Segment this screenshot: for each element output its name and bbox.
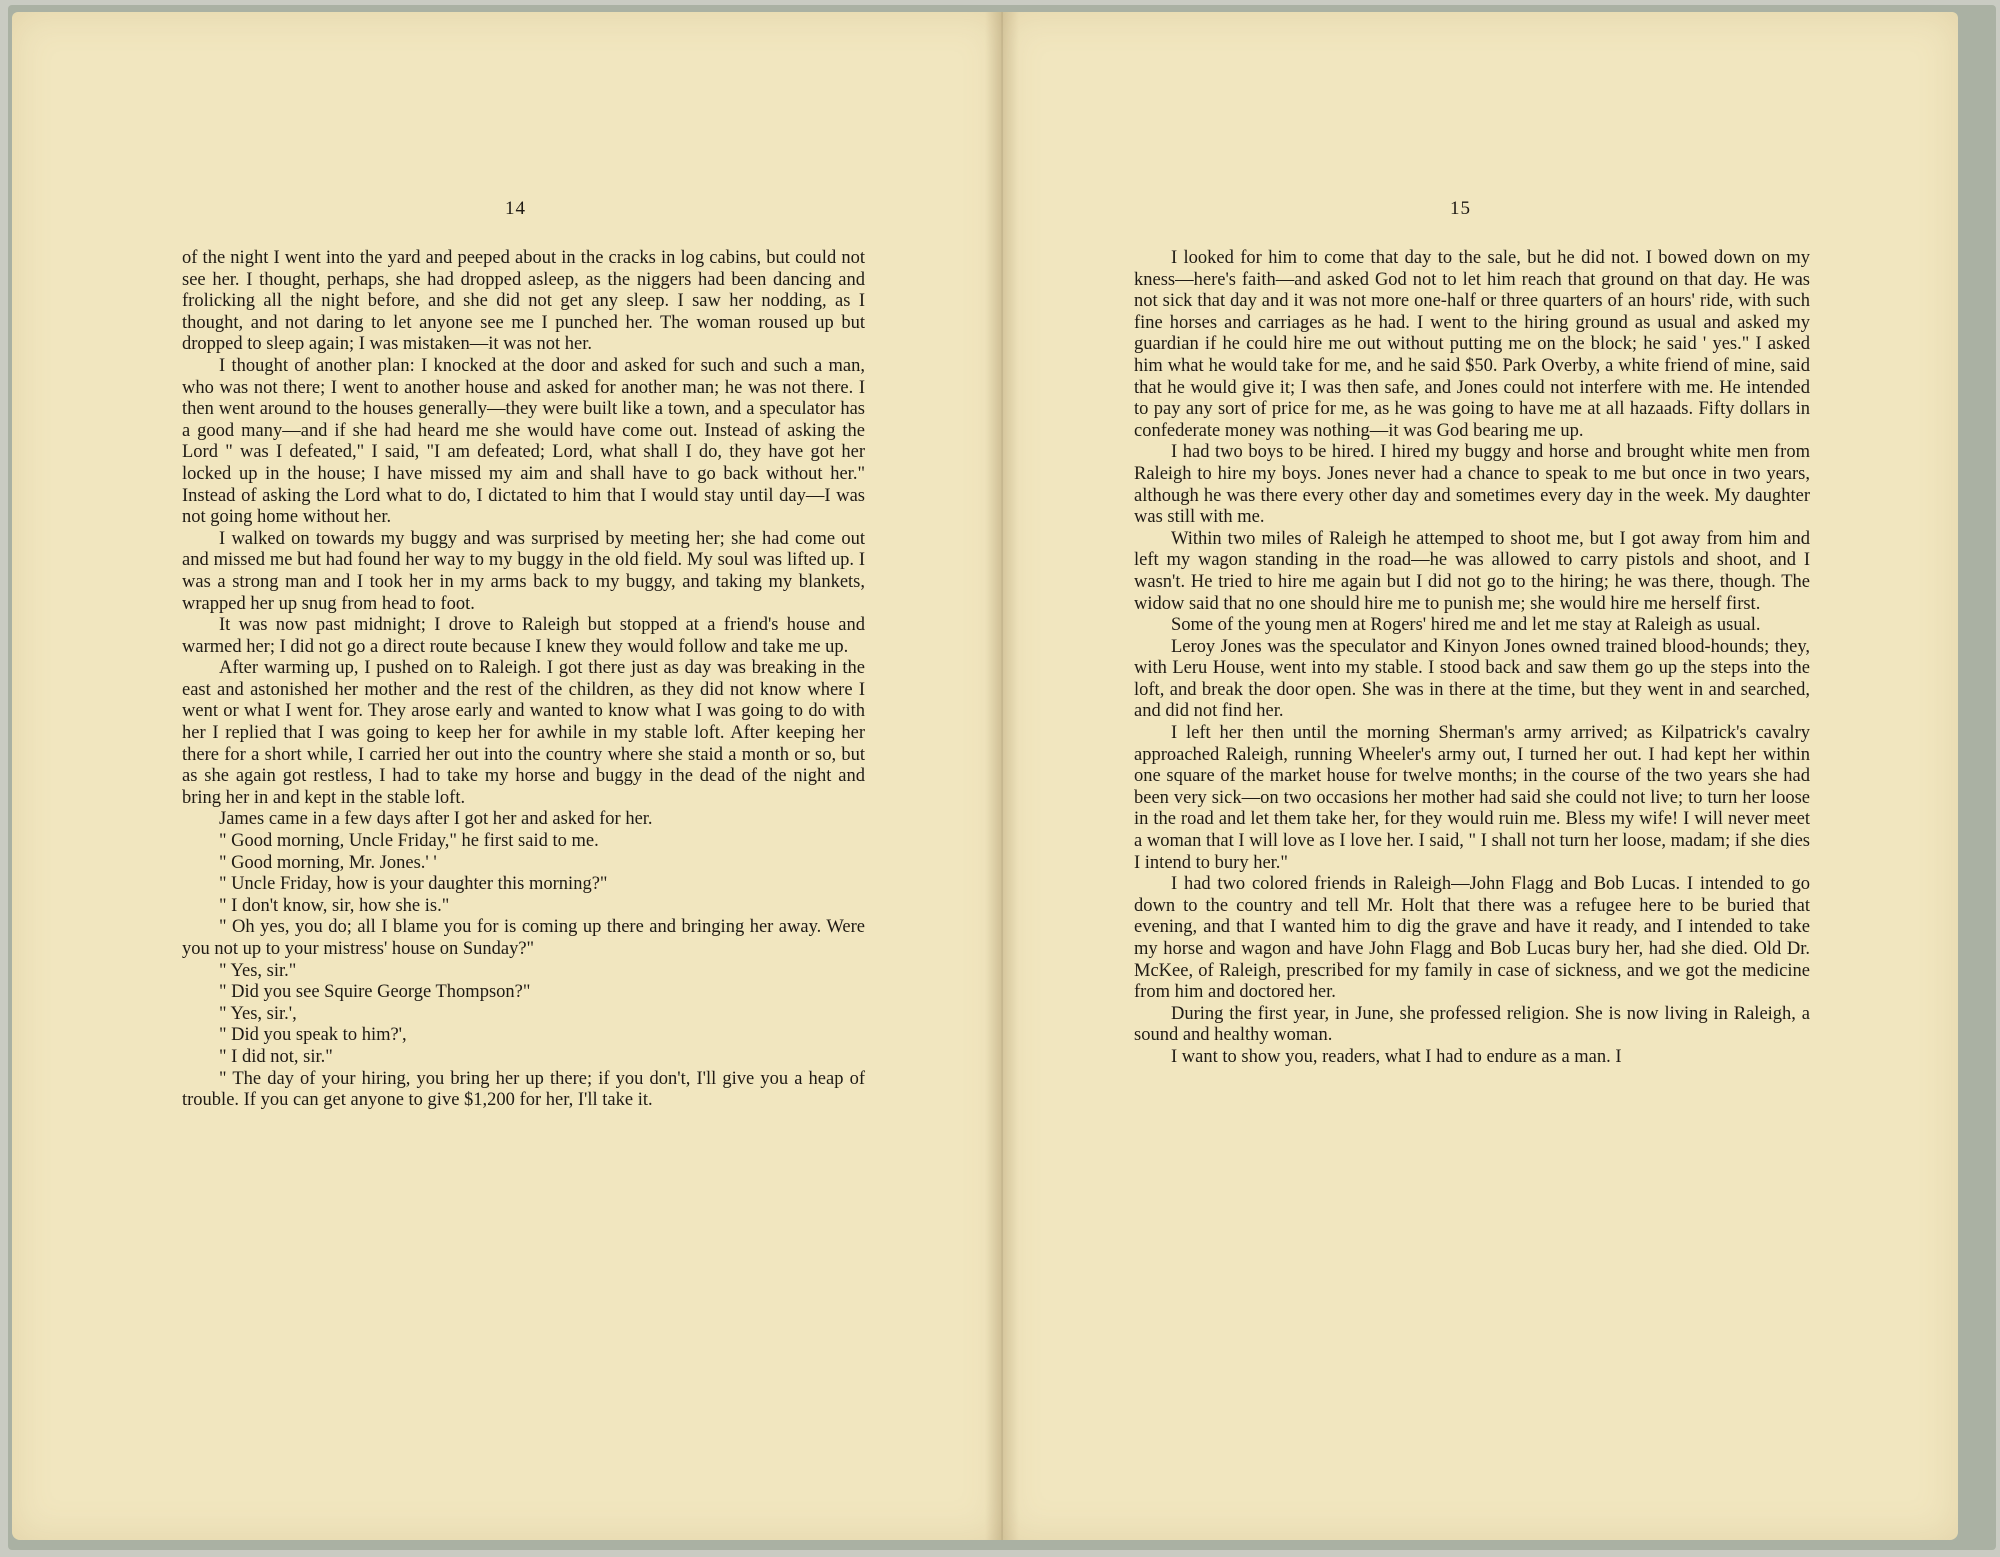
paragraph: I left her then until the morning Sherman's army arrived; as Kilpatrick's cavalry approached Raleigh, running Wheeler's army out, I turned her out. I had kept her within one square of the market house for twelve months; in the course of the two years she had been very sick—on two occasions her mother had said she could not live; to turn her loose in the road and let them take her, for they would ruin me. Bless my wife! I will never meet a woman that I will love as I love her. I said, " I shall not turn her loose, madam; if she dies I intend to bury her." — [1134, 723, 1810, 873]
right-page — [1002, 12, 1958, 1540]
paragraph: Leroy Jones was the speculator and Kinyon Jones owned trained blood-hounds; they, with Leru House, went into my stable. I stood back and saw them go up the steps into the loft, and break the door open. She was in there at the time, but they went in and searched, and did not find her. — [1134, 636, 1810, 722]
paragraph: I want to show you, readers, what I had to endure as a man. I — [1171, 1046, 1622, 1067]
dialogue-line: " I did not, sir." — [219, 1046, 333, 1067]
paragraph: Some of the young men at Rogers' hired me and let me stay at Raleigh as usual. — [1171, 615, 1761, 636]
paragraph: I looked for him to come that day to the sale, but he did not. I bowed down on my kness—here's faith—and asked God not to let him reach that ground on that day. He was not sick that day and it was not more one-half or three quarters of an hours' ride, with such fine horses and carriages as he had. I went to the hiring ground as usual and asked my guardian if he could hire me out without putting me on the block; he said ' yes." I asked him what he would take for me, and he said $50. Park Overby, a white friend of mine, said that he would give it; I was then safe, and Jones could not interfere with me. He intended to pay any sort of price for me, as he was going to have me at all hazaads. Fifty dollars in confederate money was nothing—it was God bearing me up. — [1134, 248, 1810, 441]
paragraph: of the night I went into the yard and peeped about in the cracks in log cabins, but could not see her. I thought, perhaps, she had dropped asleep, as the niggers had been dancing and frolicking all the night before, and she did not get any sleep. I saw her nodding, as I thought, and not daring to let anyone see me I punched her. The woman roused up but dropped to sleep again; I was mistaken—it was not her. — [182, 248, 865, 355]
dialogue-line: " Good morning, Mr. Jones.' ' — [219, 852, 437, 873]
page-number: 14 — [505, 198, 526, 219]
paragraph: I walked on towards my buggy and was surprised by meeting her; she had come out and missed me but had found her way to my buggy in the old field. My soul was lifted up. I was a strong man and I took her in my arms back to my buggy, and taking my blankets, wrapped her up snug from head to foot. — [182, 528, 865, 614]
page-number: 15 — [1450, 198, 1471, 219]
page-text — [182, 248, 865, 1112]
paragraph: I had two boys to be hired. I hired my buggy and horse and brought white men from Raleigh to hire my boys. Jones never had a chance to speak to me but once in two years, although he was there every other day and sometimes every day in the week. My daughter was still with me. — [1134, 442, 1810, 528]
paragraph: After warming up, I pushed on to Raleigh. I got there just as day was breaking in the east and astonished her mother and the rest of the children, as they did not know where I went or what I went for. They arose early and wanted to know what I was going to do with her I replied that I was going to keep her for awhile in my stable loft. After keeping her there for a short while, I carried her out into the country where she staid a month or so, but as she again got restless, I had to take my horse and buggy in the dead of the night and bring her in and kept in the stable loft. — [182, 658, 865, 808]
dialogue-line: " Did you speak to him?', — [219, 1025, 407, 1046]
dialogue-line: " Oh yes, you do; all I blame you for is coming up there and bringing her away. Were you not up to your mistress' house on Sunday?" — [182, 917, 865, 959]
dialogue-line: " The day of your hiring, you bring her up there; if you don't, I'll give you a heap of trouble. If you can get anyone to give $1,200 for her, I'll take it. — [182, 1068, 865, 1111]
dialogue-line: " Did you see Squire George Thompson?" — [219, 982, 531, 1003]
dialogue-line: " I don't know, sir, how she is." — [219, 895, 450, 916]
dialogue-line: " Uncle Friday, how is your daughter this morning?" — [219, 874, 608, 895]
page-text — [1134, 248, 1810, 1069]
dialogue-line: " Yes, sir.', — [219, 1003, 297, 1024]
paragraph: I thought of another plan: I knocked at the door and asked for such and such a man, who was not there; I went to another house and asked for another man; he was not there. I then went around to the houses generally—they were built like a town, and a speculator has a good many—and if she had heard me she would have come out. Instead of asking the Lord " was I defeated," I said, "I am defeated; Lord, what shall I do, they have got her locked up in the house; I have missed my aim and shall have to go back without her." Instead of asking the Lord what to do, I dictated to him that I would stay until day—I was not going home without her. — [182, 355, 865, 528]
dialogue-line: " Yes, sir." — [219, 960, 297, 981]
paragraph: Within two miles of Raleigh he attemped to shoot me, but I got away from him and left my wagon standing in the road—he was allowed to carry pistols and shoot, and I wasn't. He tried to hire me again but I did not go to the hiring; he was there, though. The widow said that no one should hire me to punish me; she would hire me herself first. — [1134, 528, 1810, 614]
dialogue-line: " Good morning, Uncle Friday," he first said to me. — [219, 831, 599, 852]
book-gutter — [985, 12, 1019, 1540]
left-page — [12, 12, 1002, 1540]
paragraph: I had two colored friends in Raleigh—John Flagg and Bob Lucas. I intended to go down to the country and tell Mr. Holt that there was a refugee here to be buried that evening, and that I wanted him to dig the grave and have it ready, and I intended to take my horse and wagon and have John Flagg and Bob Lucas bury her, had she died. Old Dr. McKee, of Raleigh, prescribed for my family in case of sickness, and we got the medicine from him and doctored her. — [1134, 874, 1810, 1003]
paragraph: It was now past midnight; I drove to Raleigh but stopped at a friend's house and warmed her; I did not go a direct route because I knew they would follow and take me up. — [182, 615, 865, 657]
paragraph: James came in a few days after I got her and asked for her. — [219, 809, 653, 830]
paragraph: During the first year, in June, she professed religion. She is now living in Raleigh, a sound and healthy woman. — [1134, 1003, 1810, 1046]
